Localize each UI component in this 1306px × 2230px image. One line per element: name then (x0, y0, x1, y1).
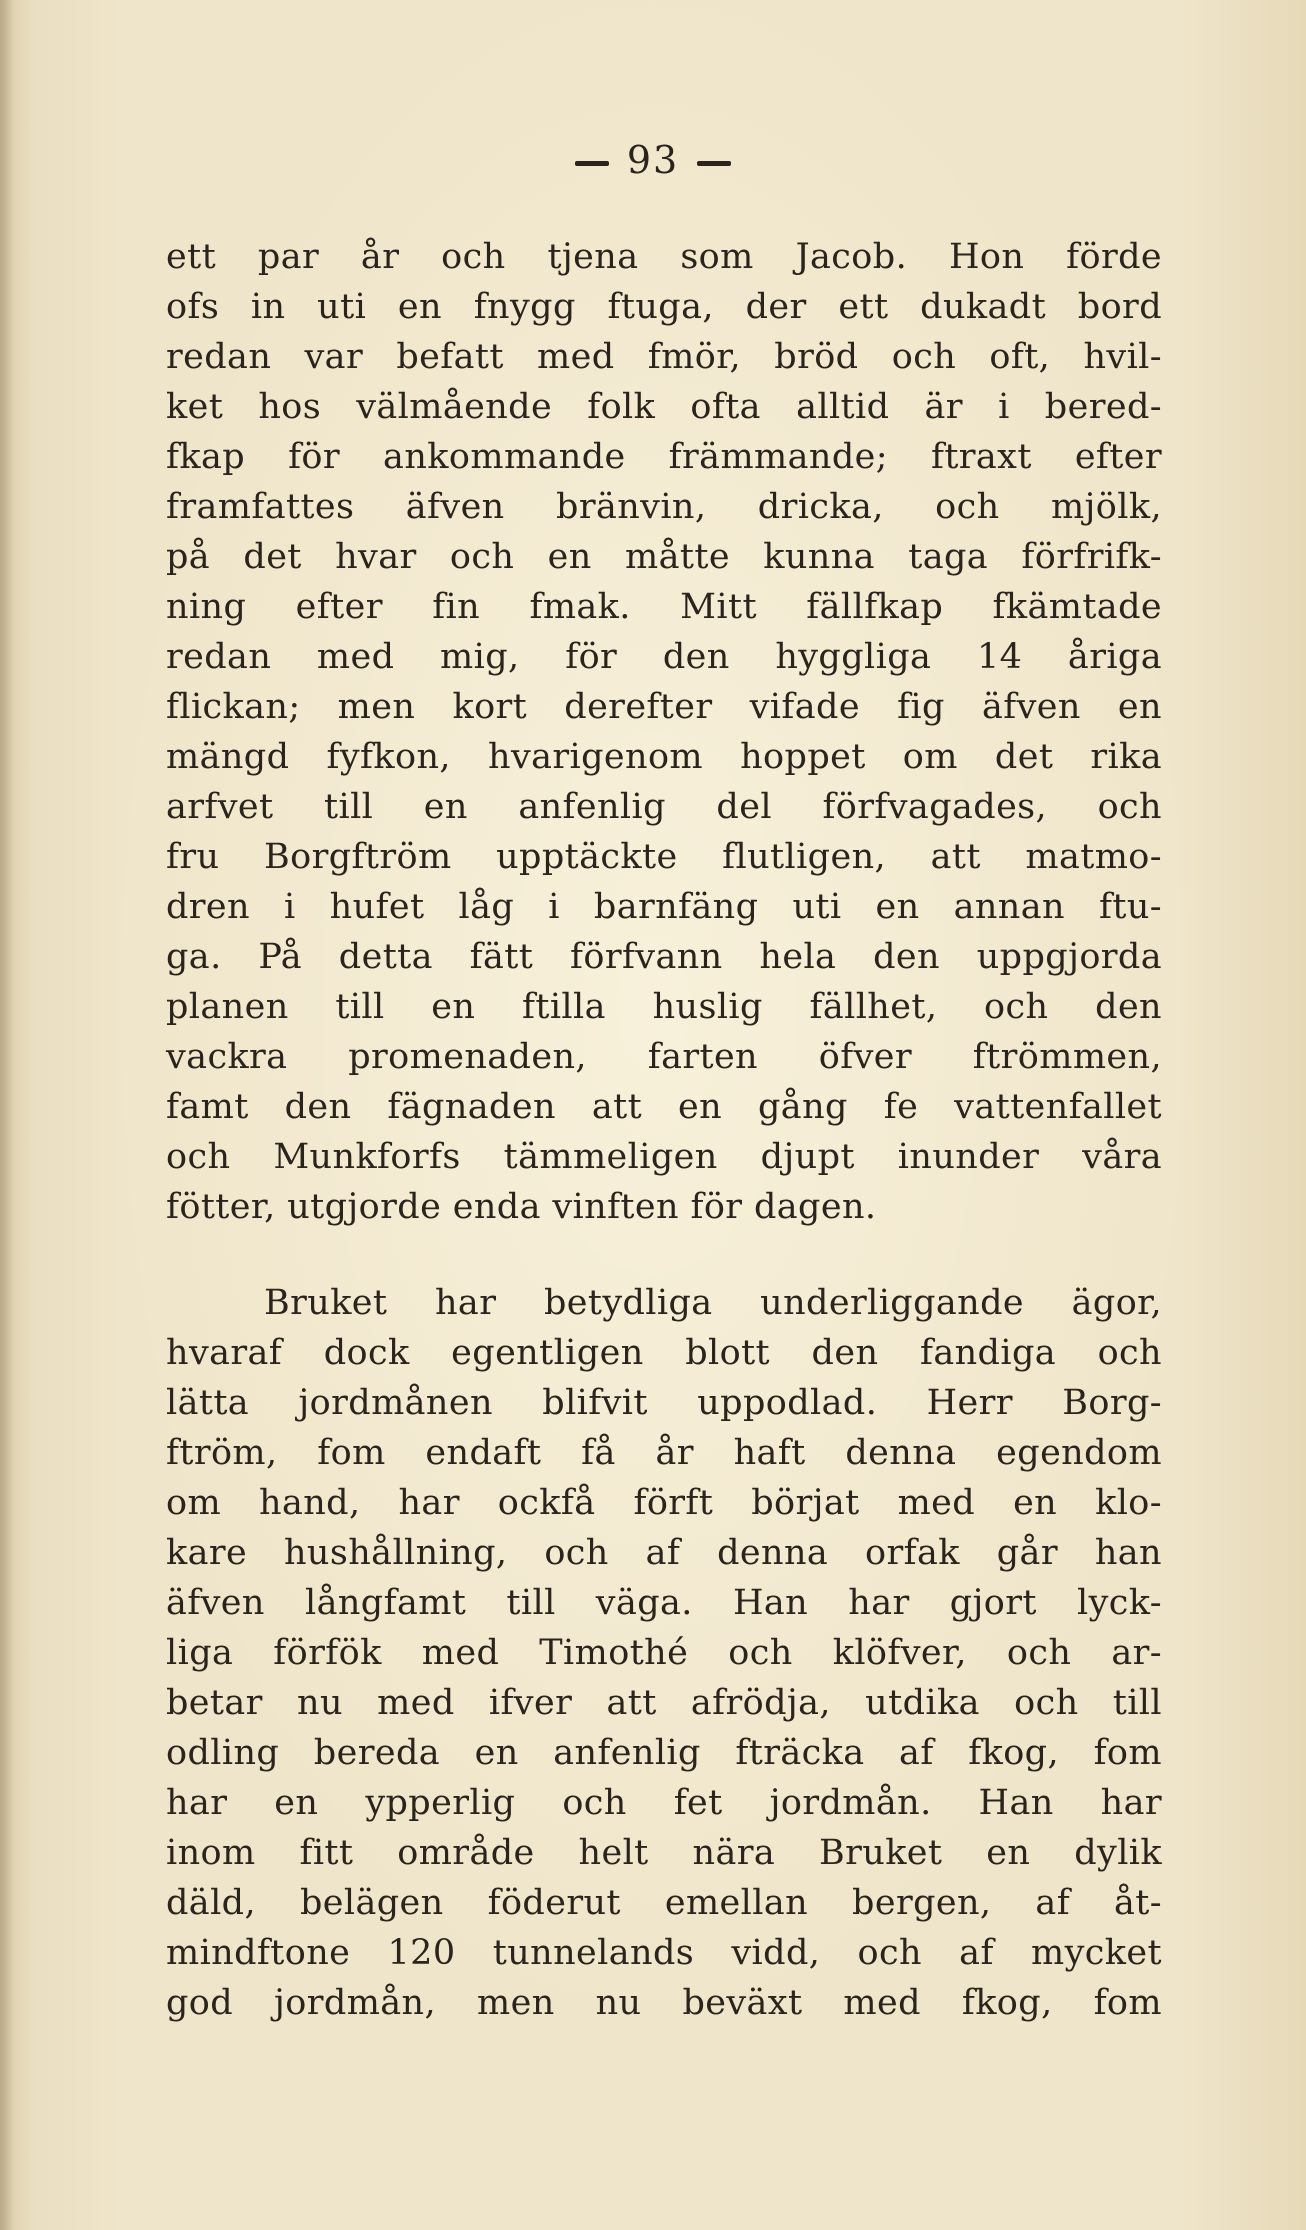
text-line: odling bereda en anfenlig fträcka af fkog, fom (166, 1733, 1162, 1773)
text-line: fru Borgftröm upptäckte flutligen, att matmo- (166, 837, 1162, 877)
text-line: fkap för ankommande främmande; ftraxt efter (166, 437, 1162, 477)
text-line: om hand, har ockfå förft börjat med en klo- (166, 1483, 1162, 1523)
text-line: redan med mig, för den hyggliga 14 åriga (166, 637, 1162, 677)
text-line: flickan; men kort derefter vifade fig äfven en (166, 687, 1162, 727)
text-line: betar nu med ifver att afrödja, utdika och till (166, 1683, 1162, 1723)
text-line: på det hvar och en måtte kunna taga förfrifk- (166, 537, 1162, 577)
text-line: ftröm, fom endaft få år haft denna egendom (166, 1433, 1162, 1473)
text-line: kare hushållning, och af denna orfak går han (166, 1533, 1162, 1573)
text-line: äfven långfamt till väga. Han har gjort lyck- (166, 1583, 1162, 1623)
text-line: liga förfök med Timothé och klöfver, och ar- (166, 1633, 1162, 1673)
page-header (0, 138, 1306, 182)
page-number: 93 (626, 138, 680, 182)
text-line: ofs in uti en fnygg ftuga, der ett dukadt bord (166, 287, 1162, 327)
header-dash-right (697, 161, 731, 166)
text-line: famt den fägnaden att en gång fe vattenfallet (166, 1087, 1162, 1127)
text-line: arfvet till en anfenlig del förfvagades, och (166, 787, 1162, 827)
paragraph-1 (166, 232, 1162, 1232)
text-line: vackra promenaden, farten öfver ftrömmen, (166, 1037, 1162, 1077)
text-line: ga. På detta fätt förfvann hela den uppgjorda (166, 937, 1162, 977)
text-line: god jordmån, men nu beväxt med fkog, fom (166, 1983, 1162, 2023)
page-binding-edge (0, 0, 14, 2230)
text-line: ket hos välmående folk ofta alltid är i bered- (166, 387, 1162, 427)
text-line: hvaraf dock egentligen blott den fandiga och (166, 1333, 1162, 1373)
header-dash-left (575, 161, 609, 166)
text-line: ning efter fin fmak. Mitt fällfkap fkämtade (166, 587, 1162, 627)
text-line: Bruket har betydliga underliggande ägor, (264, 1283, 1162, 1323)
text-line: däld, belägen föderut emellan bergen, af åt- (166, 1883, 1162, 1923)
text-line: lätta jordmånen blifvit uppodlad. Herr Borg- (166, 1383, 1162, 1423)
text-line: mindftone 120 tunnelands vidd, och af mycket (166, 1933, 1162, 1973)
text-line: fötter, utgjorde enda vinften för dagen. (166, 1187, 877, 1227)
paragraph-2 (166, 1278, 1162, 2028)
text-line: dren i hufet låg i barnfäng uti en annan ftu- (166, 887, 1162, 927)
text-line: ett par år och tjena som Jacob. Hon förde (166, 237, 1162, 277)
text-line: framfattes äfven bränvin, dricka, och mjölk, (166, 487, 1162, 527)
text-line: inom fitt område helt nära Bruket en dylik (166, 1833, 1162, 1873)
text-line: planen till en ftilla huslig fällhet, och den (166, 987, 1162, 1027)
text-line: har en ypperlig och fet jordmån. Han har (166, 1783, 1162, 1823)
text-line: och Munkforfs tämmeligen djupt inunder våra (166, 1137, 1162, 1177)
text-line: mängd fyfkon, hvarigenom hoppet om det rika (166, 737, 1162, 777)
text-line: redan var befatt med fmör, bröd och oft, hvil- (166, 337, 1162, 377)
